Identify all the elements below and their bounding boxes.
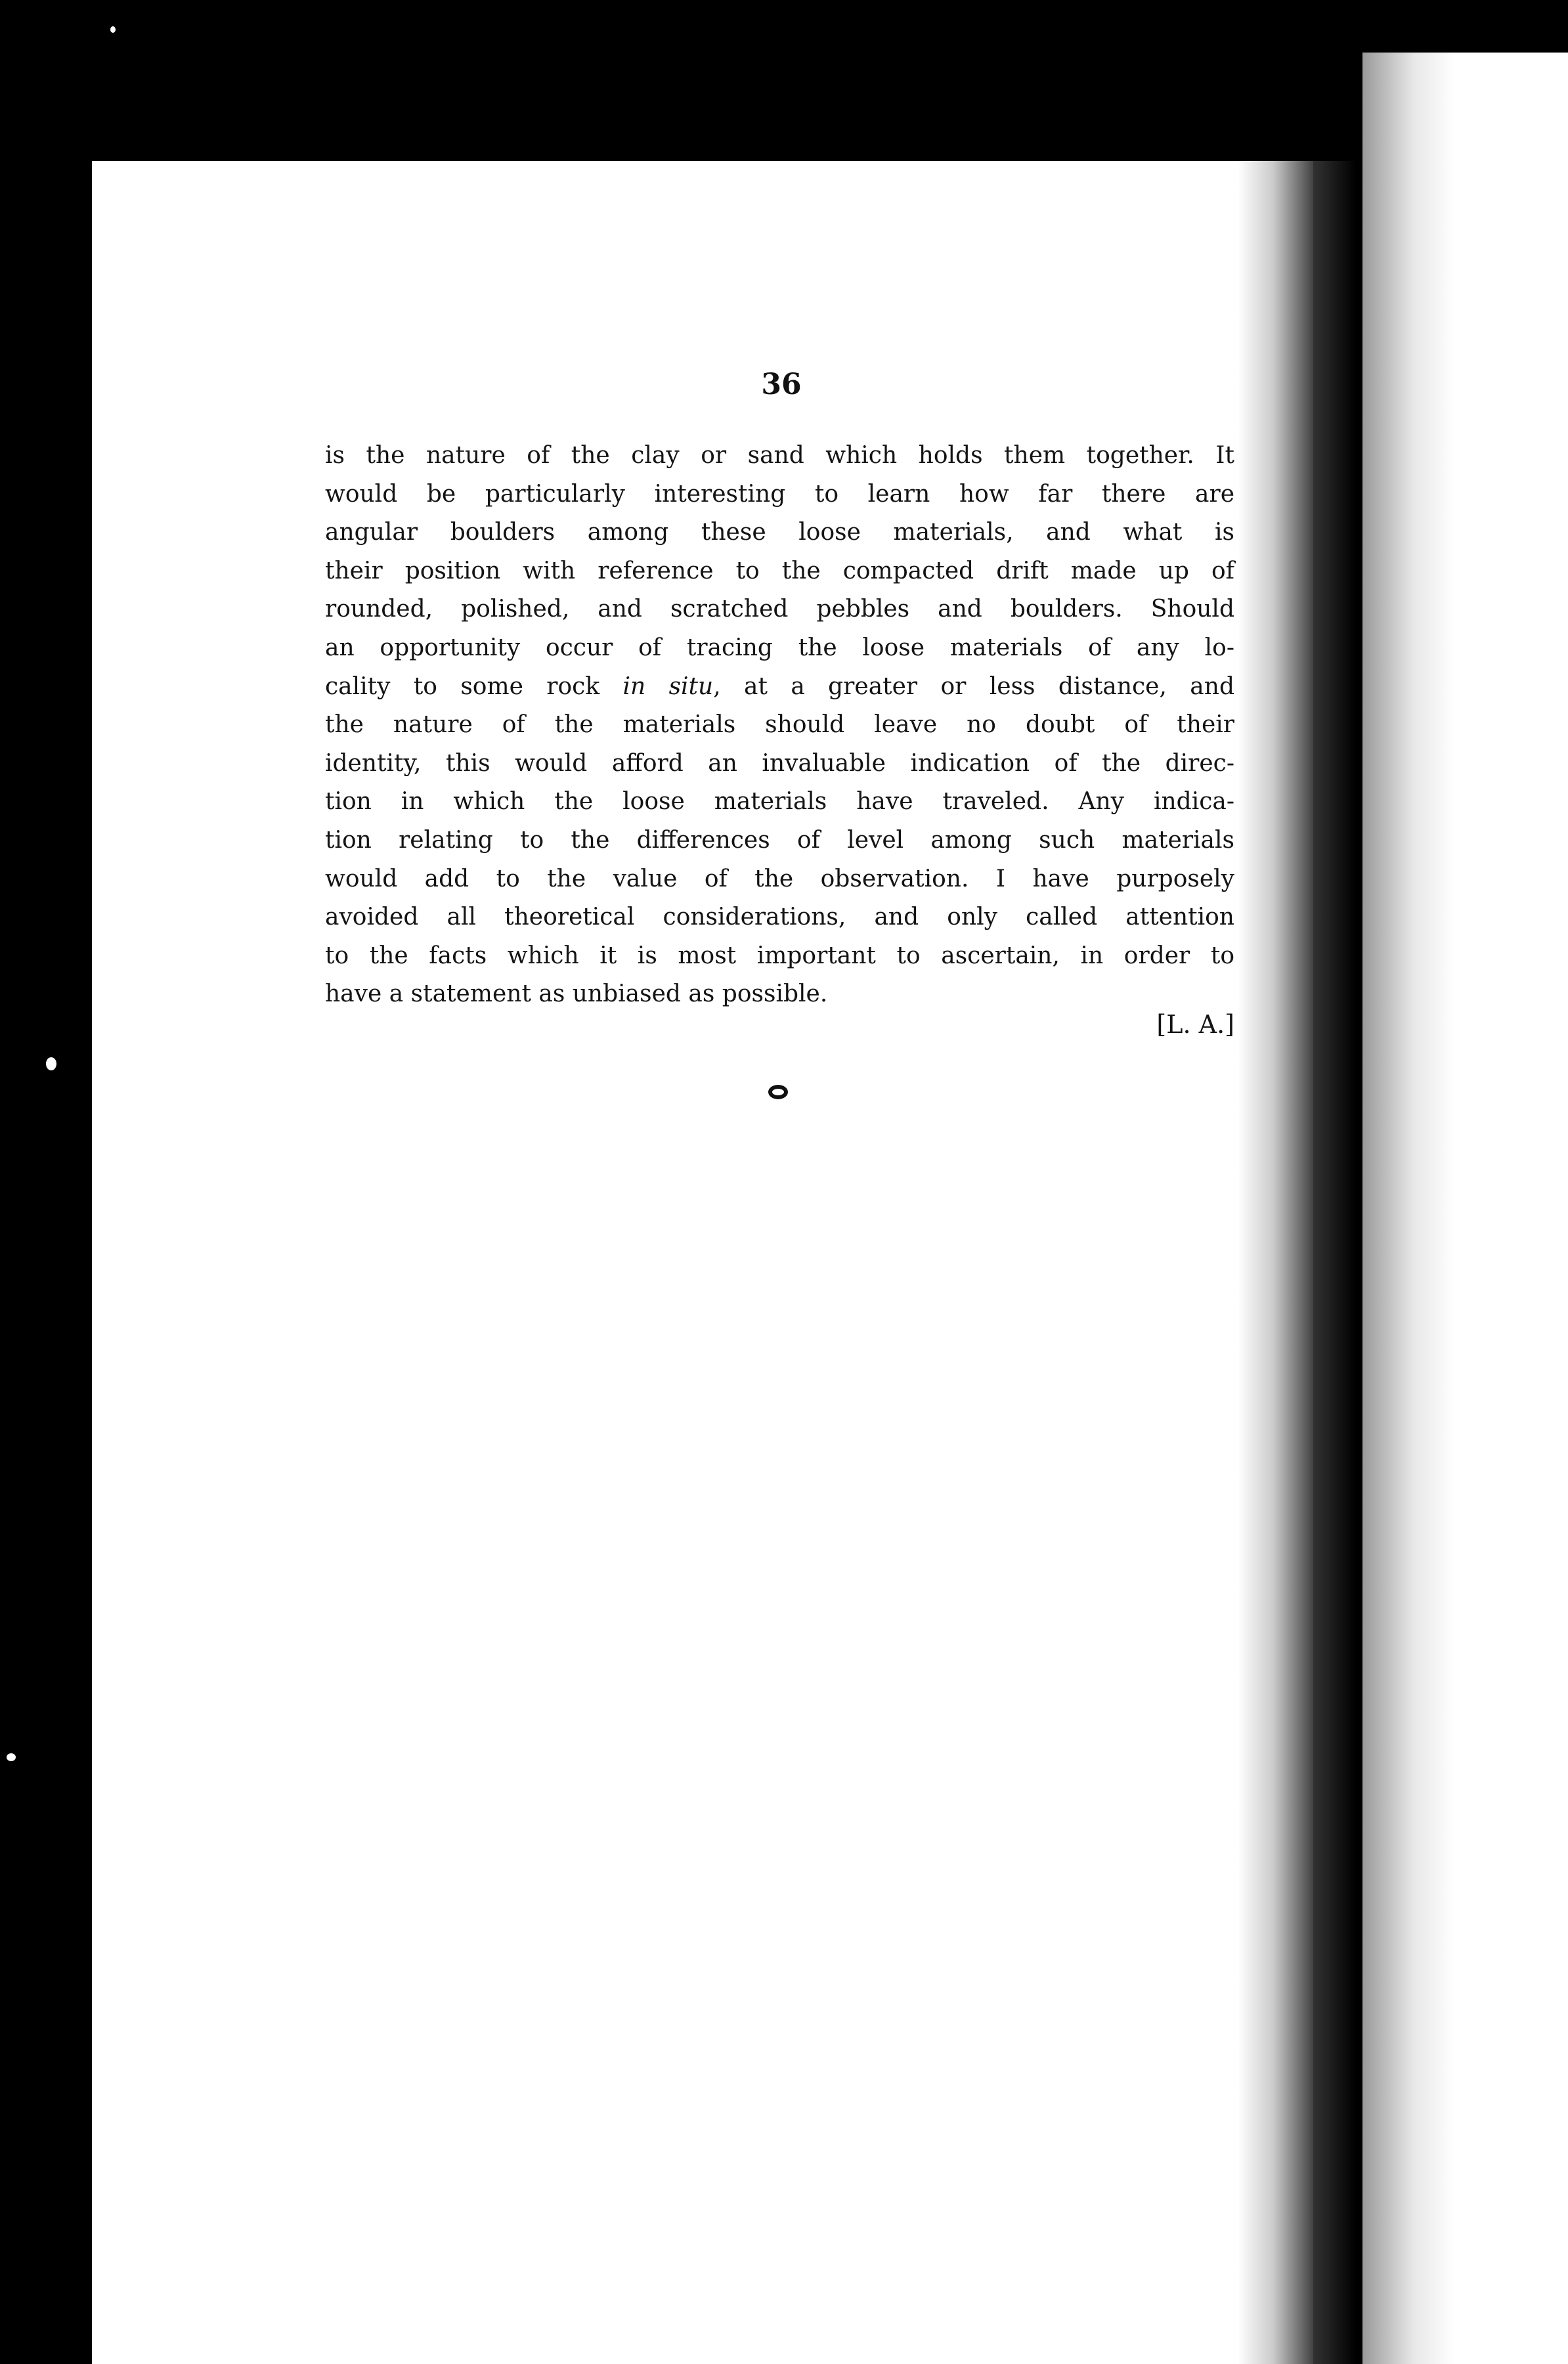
text-line: an opportunity occur of tracing the loose materials of any lo- xyxy=(325,634,1234,661)
scan-speck xyxy=(110,26,116,33)
text-line: tion in which the loose materials have traveled. Any indica- xyxy=(325,788,1234,816)
scan-speck xyxy=(46,1057,56,1070)
text-fragment: , at a greater or less distance, and xyxy=(713,672,1234,700)
scan-speck xyxy=(7,1753,16,1761)
text-line: would add to the value of the observation. I have purposely xyxy=(325,865,1234,892)
text-line: avoided all theoretical considerations, and only called attention xyxy=(325,904,1234,931)
page-number: 36 xyxy=(761,368,802,401)
text-line: would be particularly interesting to learn how far there are xyxy=(325,480,1234,508)
text-line xyxy=(325,668,1234,707)
text-line: is the nature of the clay or sand which holds them together. It xyxy=(325,442,1234,469)
end-ornament xyxy=(768,1085,788,1099)
author-signature: [L. A.] xyxy=(1156,1010,1234,1039)
text-line: have a statement as unbiased as possible. xyxy=(325,980,828,1008)
text-line: identity, this would afford an invaluable indication of the direc- xyxy=(325,749,1234,777)
text-line: angular boulders among these loose materials, and what is xyxy=(325,519,1234,546)
text-fragment: cality to some rock xyxy=(325,672,600,700)
text-line: to the facts which it is most important to ascertain, in order to xyxy=(325,942,1234,969)
text-line: tion relating to the differences of level among such materials xyxy=(325,826,1234,854)
text-line: their position with reference to the compacted drift made up of xyxy=(325,557,1234,584)
page-gutter-shadow xyxy=(1238,161,1356,2364)
italic-phrase: in situ xyxy=(622,672,714,700)
text-line: the nature of the materials should leave no doubt of their xyxy=(325,711,1234,739)
text-line: rounded, polished, and scratched pebbles and boulders. Should xyxy=(325,596,1234,623)
body-text xyxy=(325,437,1234,1014)
facing-page-edge xyxy=(1362,53,1568,2364)
